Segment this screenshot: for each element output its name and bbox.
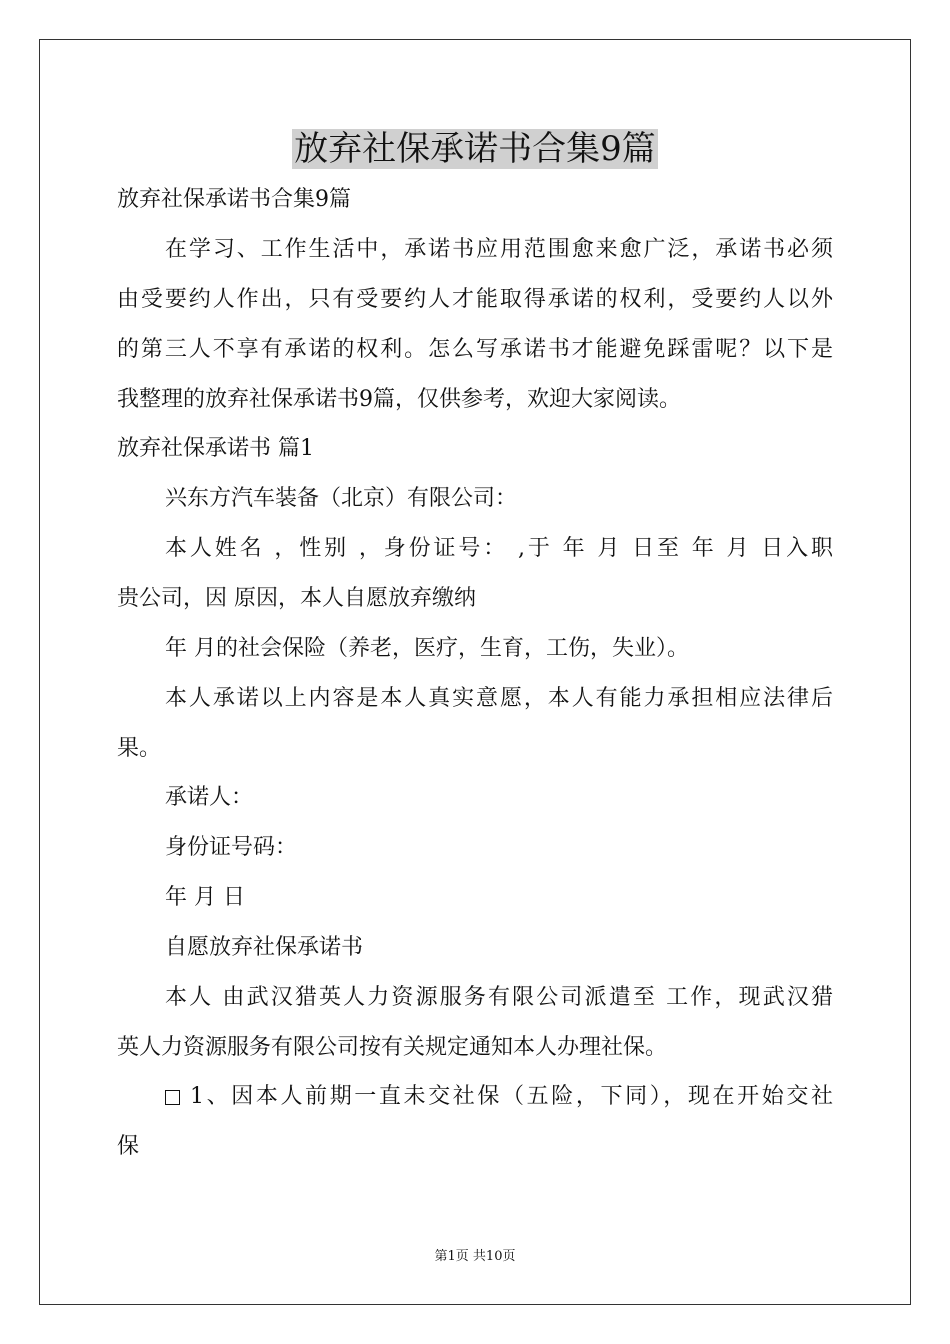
page-border: [39, 39, 911, 1305]
promisor-label: 承诺人：: [165, 785, 254, 810]
page-footer: 第1页 共10页: [434, 1249, 516, 1264]
intro-line-1: 在学习、工作生活中，承诺书应用范围愈来愈广泛，承诺书必须: [165, 237, 833, 262]
option-1-row: [165, 1082, 833, 1112]
intro-line-2: 由受要约人作出，只有受要约人才能取得承诺的权利，受要约人以外: [117, 287, 833, 312]
date-label: 年 月 日: [165, 885, 245, 910]
option-1-line-1: 1、因本人前期一直未交社保（五险，下同），现在开始交社: [190, 1084, 833, 1109]
option-1-line-2: 保: [117, 1134, 140, 1159]
statement-line-2: 贵公司，因 原因，本人自愿放弃缴纳: [117, 586, 476, 611]
statement-line-5: 果。: [117, 736, 162, 761]
section-1-heading: 放弃社保承诺书 篇1: [117, 436, 314, 461]
section-2-line-1: 本人 由武汉猎英人力资源服务有限公司派遣至 工作，现武汉猎: [165, 985, 833, 1010]
statement-line-1: 本人姓名 ，性别 ，身份证号： ,于 年 月 日至 年 月 日入职: [165, 536, 833, 561]
intro-line-3: 的第三人不享有承诺的权利。怎么写承诺书才能避免踩雷呢？以下是: [117, 337, 833, 362]
checkbox-option-1[interactable]: [165, 1090, 180, 1105]
intro-line-4: 我整理的放弃社保承诺书9篇，仅供参考，欢迎大家阅读。: [117, 387, 681, 412]
document-subtitle: 放弃社保承诺书合集9篇: [117, 187, 351, 212]
statement-line-3: 年 月的社会保险（养老，医疗，生育，工伤，失业）。: [165, 636, 689, 661]
section-2-line-2: 英人力资源服务有限公司按有关规定通知本人办理社保。: [117, 1035, 668, 1060]
document-title: 放弃社保承诺书合集9篇: [294, 129, 656, 169]
id-number-label: 身份证号码：: [165, 835, 298, 860]
statement-line-4: 本人承诺以上内容是本人真实意愿，本人有能力承担相应法律后: [165, 686, 833, 711]
section-2-heading: 自愿放弃社保承诺书: [165, 935, 364, 960]
company-salutation: 兴东方汽车装备（北京）有限公司：: [165, 486, 518, 511]
